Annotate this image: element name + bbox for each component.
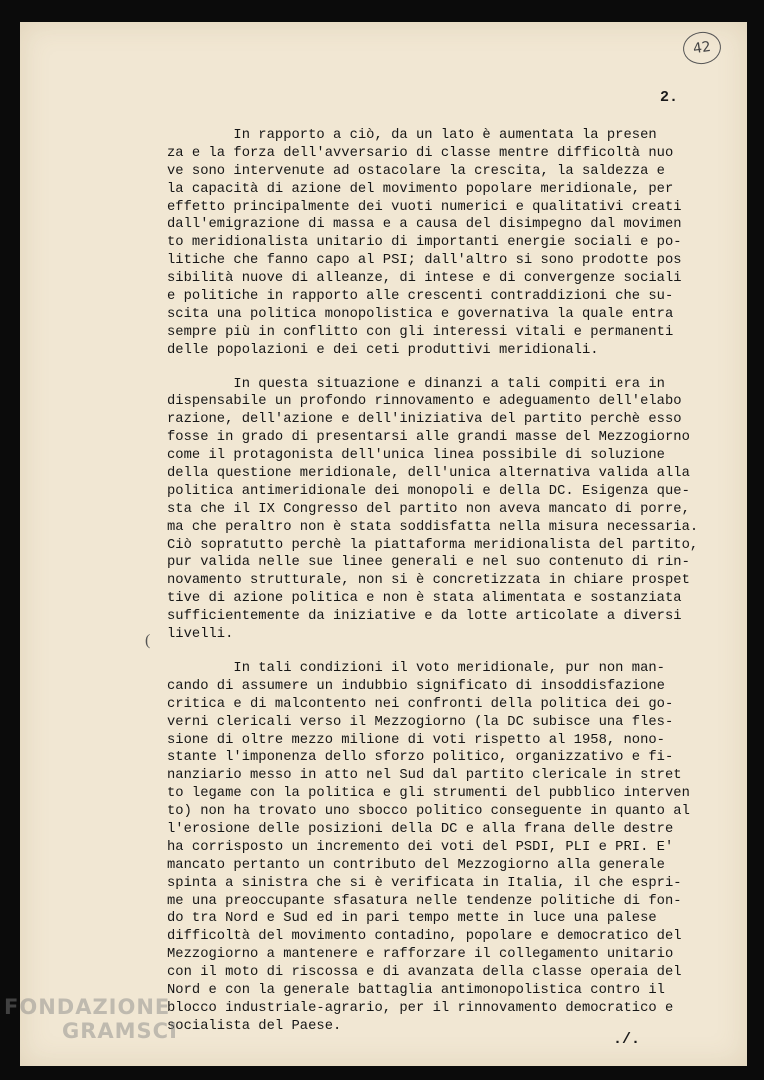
text-line: la capacità di azione del movimento popolare meridionale, per — [167, 181, 674, 197]
text-line: dall'emigrazione di massa e a causa del disimpegno dal movimen — [167, 217, 682, 233]
text-line: nanziario messo in atto nel Sud dal partito clericale in stret — [167, 768, 682, 784]
text-line: della questione meridionale, dell'unica alternativa valida alla — [167, 466, 690, 482]
text-line: fosse in grado di presentarsi alle grandi masse del Mezzogiorno — [167, 430, 690, 446]
text-line: e politiche in rapporto alle crescenti contraddizioni che su- — [167, 289, 674, 305]
text-line: In questa situazione e dinanzi a tali compiti era in — [167, 376, 665, 392]
text-line: Mezzogiorno a mantenere e rafforzare il collegamento unitario — [167, 947, 674, 963]
text-line: ma che peraltro non è stata soddisfatta nella misura necessaria. — [167, 519, 699, 535]
text-line: litiche che fanno capo al PSI; dall'altro si sono prodotte pos — [167, 253, 682, 269]
text-line: sta che il IX Congresso del partito non aveva mancato di porre, — [167, 501, 690, 517]
text-line: cando di assumere un indubbio significato di insoddisfazione — [167, 678, 665, 694]
text-line: do tra Nord e Sud ed in pari tempo mette in luce una palese — [167, 911, 657, 927]
watermark-line-1: FONDAZIONE — [4, 995, 171, 1019]
text-line: to meridionalista unitario di importanti energie sociali e po- — [167, 235, 682, 251]
text-line: me una preoccupante sfasatura nelle tendenze politiche di fon- — [167, 893, 682, 909]
text-line: tive di azione politica e non è stata alimentata e sostanziata — [167, 591, 682, 607]
text-line: come il protagonista dell'unica linea possibile di soluzione — [167, 448, 665, 464]
text-line: Nord e con la generale battaglia antimonopolistica contro il — [167, 982, 665, 998]
text-line: dispensabile un profondo rinnovamento e adeguamento dell'elabo — [167, 394, 682, 410]
text-line: critica e di malcontento nei confronti della politica dei go- — [167, 696, 674, 712]
text-line: ha corrisposto un incremento dei voti del PSDI, PLI e PRI. E' — [167, 839, 674, 855]
text-line: Ciò sopratutto perchè la piattaforma meridionalista del partito, — [167, 537, 699, 553]
text-line: to) non ha trovato uno sbocco politico conseguente in quanto al — [167, 804, 690, 820]
text-line: l'erosione delle posizioni della DC e alla frana delle destre — [167, 821, 674, 837]
paragraph — [167, 127, 727, 360]
margin-annotation: ( — [145, 632, 151, 649]
continuation-mark: ./. — [613, 1031, 641, 1048]
text-line: to legame con la politica e gli strumenti del pubblico interven — [167, 786, 690, 802]
text-line: socialista del Paese. — [167, 1018, 342, 1034]
text-line: politica antimeridionale dei monopoli e della DC. Esigenza que- — [167, 483, 690, 499]
text-line: razione, dell'azione e dell'iniziativa del partito perchè esso — [167, 412, 682, 428]
text-line: ve sono intervenute ad ostacolare la crescita, la saldezza e — [167, 163, 665, 179]
text-line: sibilità nuove di alleanze, di intese e di convergenze sociali — [167, 271, 682, 287]
text-line: za e la forza dell'avversario di classe mentre difficoltà nuo — [167, 145, 674, 161]
text-line: stante l'imponenza dello sforzo politico, organizzativo e fi- — [167, 750, 674, 766]
text-line: pur valida nelle sue linee generali e nel suo contenuto di rin- — [167, 555, 690, 571]
paragraph — [167, 376, 727, 644]
text-line: spinta a sinistra che si è verificata in Italia, il che espri- — [167, 875, 682, 891]
text-line: mancato pertanto un contributo del Mezzogiorno alla generale — [167, 857, 665, 873]
text-line: effetto principalmente dei vuoti numerici e qualitativi creati — [167, 199, 682, 215]
text-line: scita una politica monopolistica e governativa la quale entra — [167, 306, 674, 322]
watermark-line-2: GRAMSCI — [62, 1019, 178, 1043]
fondazione-gramsci-watermark — [4, 995, 178, 1043]
text-line: novamento strutturale, non si è concretizzata in chiare prospet — [167, 573, 690, 589]
archive-number-stamp: 42 — [681, 30, 723, 67]
text-line: verni clericali verso il Mezzogiorno (la DC subisce una fles- — [167, 714, 674, 730]
text-line: In rapporto a ciò, da un lato è aumentata la presen — [167, 128, 657, 143]
text-line: sufficientemente da iniziative e da lotte articolate a diversi — [167, 609, 682, 625]
page-number: 2. — [660, 89, 679, 106]
text-line: delle popolazioni e dei ceti produttivi meridionali. — [167, 342, 599, 358]
text-line: difficoltà del movimento contadino, popolare e democratico del — [167, 929, 682, 945]
text-line: con il moto di riscossa e di avanzata della classe operaia del — [167, 965, 682, 981]
text-line: livelli. — [167, 627, 234, 643]
paragraph — [167, 660, 727, 1036]
text-line: In tali condizioni il voto meridionale, pur non man- — [167, 660, 665, 676]
typewritten-body — [167, 127, 727, 1052]
text-line: sione di oltre mezzo milione di voti rispetto al 1958, nono- — [167, 732, 665, 748]
text-line: sempre più in conflitto con gli interessi vitali e permanenti — [167, 324, 674, 340]
text-line: blocco industriale-agrario, per il rinnovamento democratico e — [167, 1000, 674, 1016]
